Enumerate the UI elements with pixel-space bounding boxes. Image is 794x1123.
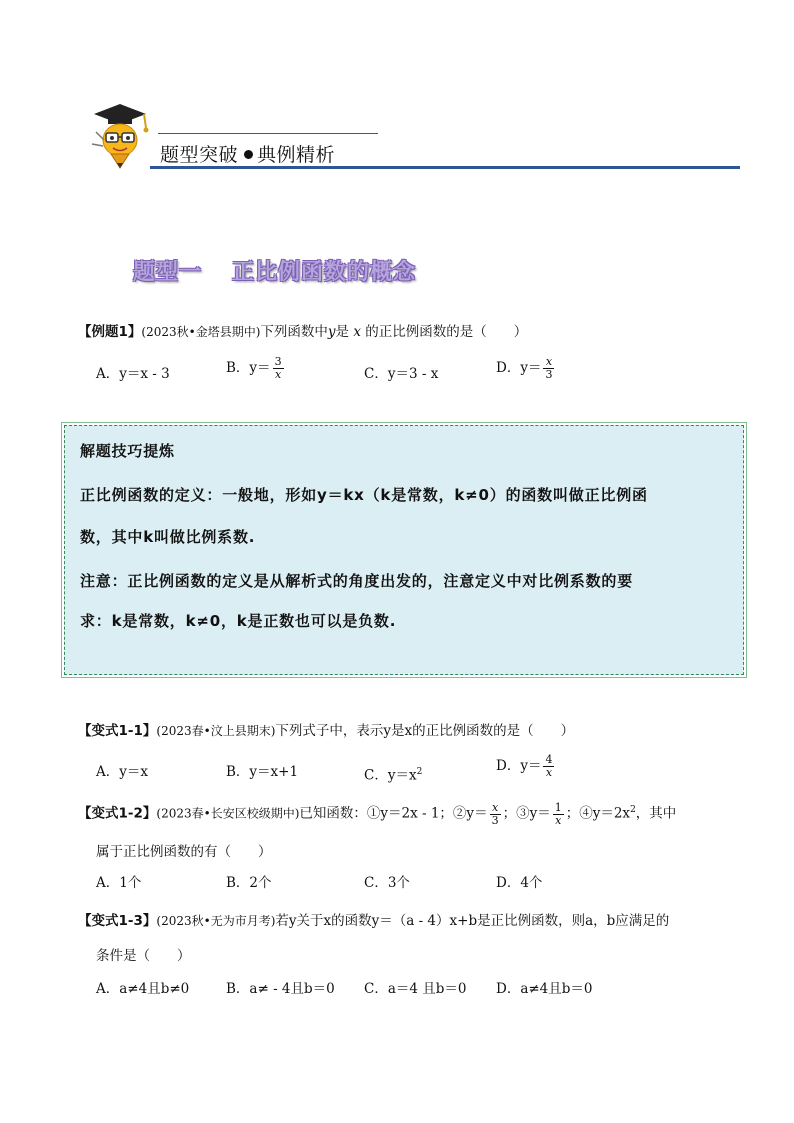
fraction-numerator: 1 — [554, 800, 562, 814]
exponent: 2 — [630, 805, 636, 815]
variant-1-2-stem-a: 已知函数：①y＝2x - 1；②y＝ — [299, 805, 488, 822]
fraction-numerator: x — [543, 356, 554, 369]
example1-var-x: x — [353, 324, 361, 340]
fraction — [543, 754, 554, 779]
variant-1-1-question: 下列式子中，表示y是x的正比例函数的是（ ） — [275, 723, 575, 739]
variant-1-2-option-c: C．3个 — [364, 875, 410, 891]
fraction — [273, 356, 284, 381]
variant-1-1-option-d — [496, 754, 556, 779]
variant-1-2-tag: 【变式1-2】 — [78, 805, 157, 822]
fraction-numerator: 4 — [545, 753, 553, 766]
variant-1-1-source: (2023春•汶上县期末) — [156, 724, 276, 738]
section-title-number: 题型一 — [133, 260, 203, 285]
header-underline-bar — [150, 166, 740, 169]
header-title — [160, 140, 335, 167]
fraction-numerator: x — [490, 802, 501, 815]
variant-1-2-stem-c: ；④y＝2x — [565, 805, 631, 822]
tip-box — [64, 425, 744, 675]
section-title — [133, 255, 416, 286]
header-top-line — [158, 133, 378, 134]
variant-1-1-option-c-lead: C．y＝x — [364, 767, 417, 784]
variant-1-3-option-d: D．a≠4且b＝0 — [496, 981, 593, 997]
graduate-pencil-mascot-icon — [84, 100, 154, 170]
variant-1-2-option-a: A．1个 — [96, 875, 142, 891]
variant-1-3-stem — [78, 911, 669, 931]
fraction-denominator: x — [274, 368, 282, 381]
variant-1-1-option-c — [364, 762, 422, 786]
variant-1-2-option-b: B．2个 — [226, 875, 272, 891]
example1-option-b — [226, 356, 286, 381]
tip-title: 解题技巧提炼 — [80, 442, 175, 460]
example1-option-b-lead: B．y＝ — [226, 360, 271, 376]
variant-1-2-option-d: D．4个 — [496, 875, 543, 891]
variant-1-3-option-b: B．a≠ - 4且b＝0 — [226, 981, 335, 997]
variant-1-2-stem — [78, 800, 676, 827]
fraction — [553, 802, 564, 827]
variant-1-3-source: (2023秋•无为市月考) — [156, 914, 276, 928]
header-title-left: 题型突破 — [160, 144, 239, 166]
variant-1-1-option-a: A．y＝x — [96, 764, 148, 780]
fraction-denominator: x — [555, 813, 562, 827]
variant-1-3-option-c: C．a＝4 且b＝0 — [364, 981, 467, 997]
example1-stem-b: 是 — [335, 324, 350, 340]
fraction-numerator: 3 — [274, 355, 282, 368]
variant-1-1-option-b: B．y＝x+1 — [226, 764, 299, 780]
header-title-right: 典例精析 — [257, 144, 336, 166]
example1-source: (2023秋•金塔县期中) — [141, 325, 261, 339]
fraction — [543, 356, 554, 381]
tip-line-4: 求：k是常数，k≠0，k是正数也可以是负数. — [80, 612, 397, 630]
exponent: 2 — [416, 767, 423, 777]
fraction-denominator: 3 — [545, 368, 553, 381]
tip-line-2: 数，其中k叫做比例系数. — [80, 528, 256, 546]
variant-1-3-question: 若y关于x的函数y＝（a - 4）x+b是正比例函数，则a，b应满足的 — [275, 913, 670, 929]
example1-stem — [78, 322, 527, 342]
fraction — [490, 802, 501, 827]
variant-1-3-option-a: A．a≠4且b≠0 — [96, 981, 190, 997]
variant-1-2-stem-b: ；③y＝ — [502, 805, 551, 822]
tip-line-1: 正比例函数的定义：一般地，形如y＝kx（k是常数，k≠0）的函数叫做正比例函 — [80, 486, 648, 504]
fraction-denominator: 3 — [491, 813, 499, 827]
variant-1-2-stem-line-2: 属于正比例函数的有（ ） — [96, 844, 272, 860]
example1-stem-c: 的正比例函数的是（ ） — [365, 324, 528, 340]
bullet-dot-icon — [244, 150, 253, 159]
example1-stem-a: 下列函数中 — [260, 324, 328, 340]
variant-1-1-option-d-lead: D．y＝ — [496, 758, 542, 774]
fraction-denominator: x — [545, 766, 553, 779]
variant-1-1-stem — [78, 721, 574, 741]
example1-option-a: A．y＝x - 3 — [96, 366, 170, 382]
example1-var-y: y — [327, 324, 336, 340]
tip-line-3: 注意：正比例函数的定义是从解析式的角度出发的，注意定义中对比例系数的要 — [80, 572, 634, 590]
variant-1-3-tag: 【变式1-3】 — [78, 913, 157, 929]
variant-1-2-stem-d: ，其中 — [635, 805, 677, 822]
variant-1-3-stem-line-2: 条件是（ ） — [96, 948, 191, 964]
example1-tag: 【例题1】 — [78, 324, 142, 340]
section-title-topic: 正比例函数的概念 — [232, 260, 417, 285]
example1-option-d — [496, 356, 556, 381]
variant-1-1-tag: 【变式1-1】 — [78, 723, 157, 739]
example1-option-d-lead: D．y＝ — [496, 360, 542, 376]
example1-option-c: C．y＝3 - x — [364, 366, 439, 382]
variant-1-2-source: (2023春•长安区校级期中) — [156, 806, 300, 821]
